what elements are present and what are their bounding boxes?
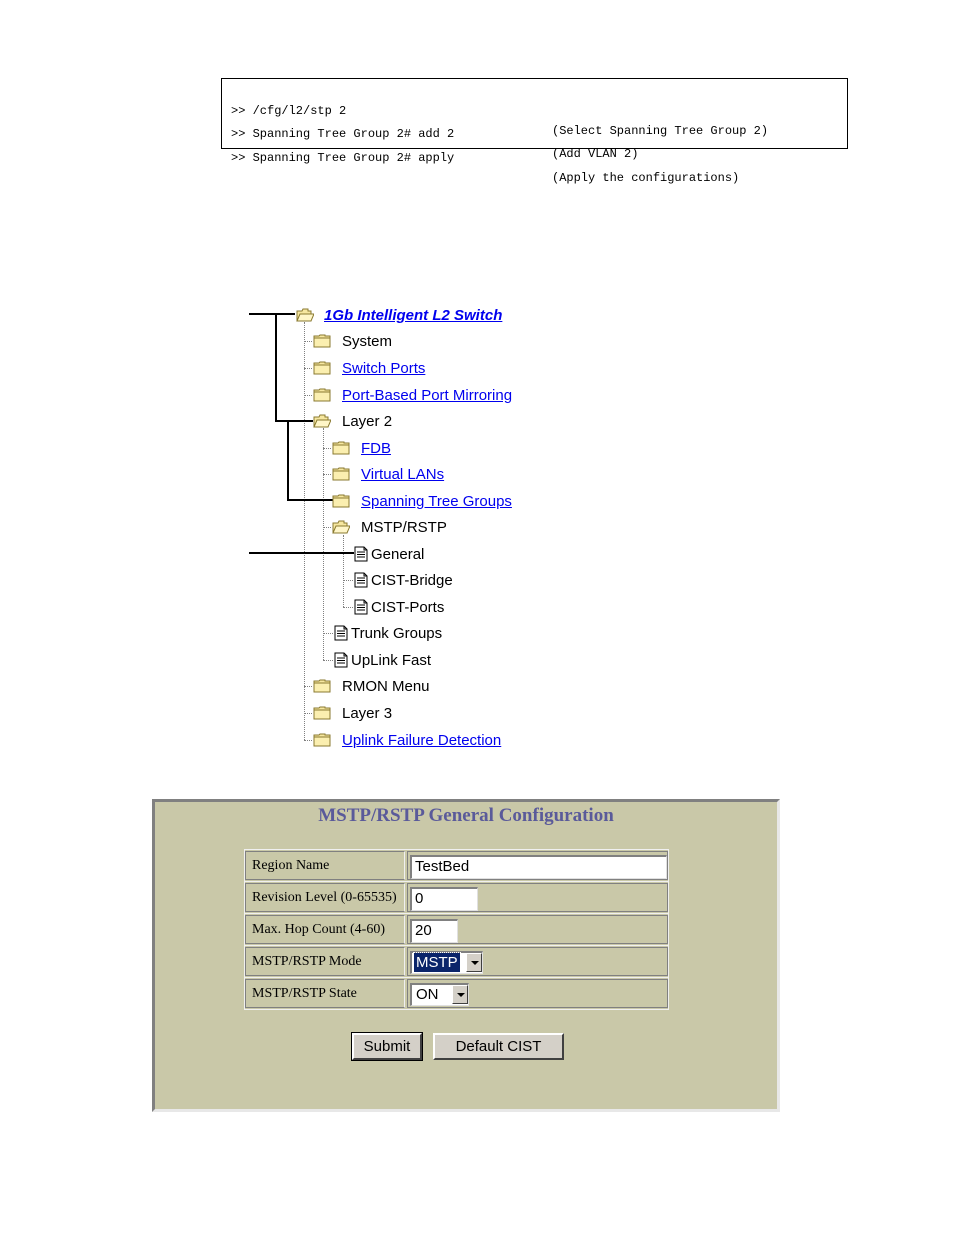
tree-item-uplink-fast[interactable]: [334, 649, 431, 671]
cli-comment: (Apply the configurations): [552, 171, 740, 185]
form-cell: [407, 979, 668, 1008]
tree-item-label[interactable]: Spanning Tree Groups: [361, 492, 512, 510]
region-name-label: Region Name: [245, 851, 405, 880]
form-row-mode: [245, 946, 668, 978]
tree-item-cist-ports[interactable]: [354, 596, 444, 618]
tree-item-port-mirroring[interactable]: [313, 384, 512, 406]
tree-item-mstp-rstp[interactable]: [332, 516, 447, 538]
mode-label: MSTP/RSTP Mode: [245, 947, 405, 976]
form-row-max-hop-count: [245, 914, 668, 946]
tree-item-label: Layer 2: [342, 412, 393, 430]
dropdown-arrow-icon[interactable]: [466, 953, 482, 972]
folder-icon: [313, 388, 331, 402]
open-folder-icon: [313, 414, 331, 428]
mstp-rstp-config-panel: [152, 799, 780, 1112]
tree-item-label: UpLink Fast: [351, 651, 432, 669]
folder-icon: [313, 679, 331, 693]
tree-item-switch-ports[interactable]: [313, 357, 425, 379]
tree-item-rmon-menu[interactable]: [313, 675, 430, 697]
tree-item-label[interactable]: FDB: [361, 439, 391, 457]
default-cist-button[interactable]: Default CIST: [433, 1033, 564, 1060]
state-select[interactable]: [410, 983, 469, 1006]
folder-icon: [332, 494, 350, 508]
cli-comment: (Select Spanning Tree Group 2): [552, 124, 769, 138]
cli-comment: (Add VLAN 2): [552, 147, 639, 161]
tree-item-label: Trunk Groups: [351, 624, 443, 642]
form-cell: [407, 915, 668, 944]
cli-command-box: [221, 78, 848, 185]
submit-button[interactable]: Submit: [352, 1033, 422, 1060]
mode-select[interactable]: [410, 951, 483, 974]
open-folder-icon: [332, 520, 350, 534]
form-row-region-name: [245, 850, 668, 882]
form-row-revision-level: [245, 882, 668, 914]
document-icon: [354, 572, 368, 588]
tree-item-label: Layer 3: [342, 704, 393, 722]
tree-item-cist-bridge[interactable]: [354, 569, 453, 591]
tree-item-label[interactable]: Switch Ports: [342, 359, 426, 377]
tree-root[interactable]: [296, 304, 502, 326]
config-form-table: [244, 849, 669, 1010]
tree-item-trunk-groups[interactable]: [334, 622, 442, 644]
tree-item-label: General: [371, 545, 425, 563]
tree-item-system[interactable]: [313, 330, 392, 352]
tree-item-label: MSTP/RSTP: [361, 518, 447, 536]
folder-icon: [313, 733, 331, 747]
panel-title: MSTP/RSTP General Configuration: [318, 805, 614, 826]
tree-item-label[interactable]: Virtual LANs: [361, 465, 445, 483]
max-hop-count-label: Max. Hop Count (4-60): [245, 915, 405, 944]
document-icon: [334, 625, 348, 641]
tree-item-label: CIST-Bridge: [371, 571, 453, 589]
tree-item-label: RMON Menu: [342, 677, 430, 695]
folder-icon: [313, 706, 331, 720]
tree-item-virtual-lans[interactable]: [332, 463, 444, 485]
tree-item-label[interactable]: Uplink Failure Detection: [342, 731, 502, 749]
tree-root-label[interactable]: 1Gb Intelligent L2 Switch: [324, 306, 503, 324]
mode-selected-value: MSTP: [416, 954, 458, 971]
dropdown-arrow-icon[interactable]: [452, 985, 468, 1004]
tree-item-label[interactable]: Port-Based Port Mirroring: [342, 386, 513, 404]
revision-level-label: Revision Level (0-65535): [245, 883, 405, 912]
cli-command: >> Spanning Tree Group 2# add 2: [231, 127, 455, 141]
document-icon: [354, 546, 368, 562]
form-cell: [407, 851, 668, 880]
tree-item-layer-2[interactable]: [313, 410, 392, 432]
cli-command: >> /cfg/l2/stp 2: [231, 104, 347, 118]
form-cell: [407, 947, 668, 976]
region-name-input[interactable]: TestBed: [410, 855, 667, 879]
cli-command: >> Spanning Tree Group 2# apply: [231, 151, 455, 165]
folder-icon: [332, 467, 350, 481]
document-icon: [334, 652, 348, 668]
document-icon: [354, 599, 368, 615]
tree-item-uplink-failure-detection[interactable]: [313, 729, 501, 751]
tree-item-spanning-tree-groups[interactable]: [332, 490, 512, 512]
open-folder-icon: [296, 308, 314, 322]
folder-icon: [332, 441, 350, 455]
max-hop-count-input[interactable]: 20: [410, 919, 458, 943]
form-cell: [407, 883, 668, 912]
tree-item-label: System: [342, 332, 393, 350]
revision-level-input[interactable]: 0: [410, 887, 478, 911]
folder-icon: [313, 334, 331, 348]
state-label: MSTP/RSTP State: [245, 979, 405, 1008]
tree-item-label: CIST-Ports: [371, 598, 445, 616]
tree-item-fdb[interactable]: [332, 437, 391, 459]
tree-item-general[interactable]: [354, 543, 424, 565]
tree-item-layer-3[interactable]: [313, 702, 392, 724]
folder-icon: [313, 361, 331, 375]
state-selected-value: ON: [416, 986, 439, 1003]
form-row-state: [245, 978, 668, 1009]
